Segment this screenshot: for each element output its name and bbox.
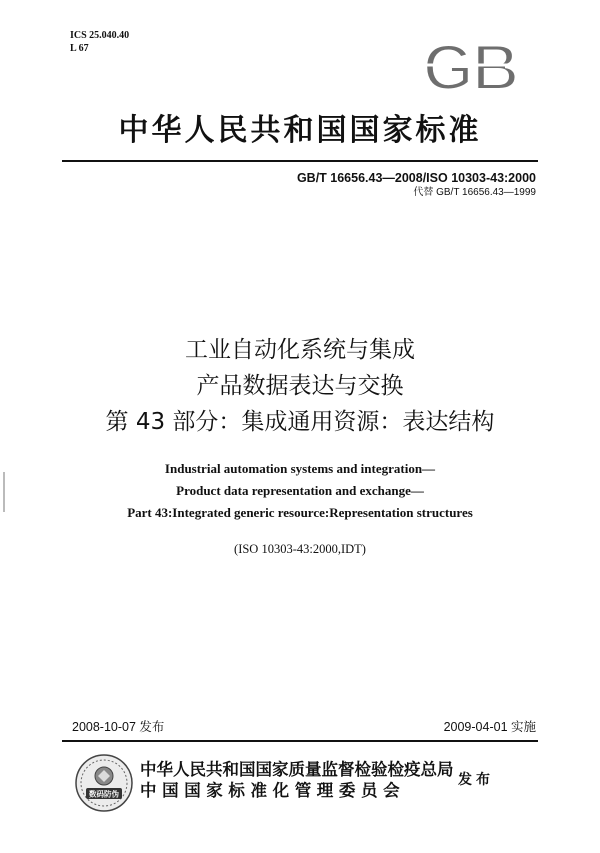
iso-reference: (ISO 10303-43:2000,IDT) (234, 542, 366, 556)
classification-code: L 67 (70, 43, 89, 54)
title-en-line-1: Industrial automation systems and integration— (164, 461, 436, 476)
replaces-note: 代替 GB/T 16656.43—1999 (413, 187, 536, 198)
anti-counterfeit-seal-icon (74, 753, 134, 813)
seal-text: 数码防伪 (89, 789, 119, 799)
title-cn-line-3: 第 43 部分：集成通用资源：表达结构 (105, 409, 495, 435)
title-cn-line-1: 工业自动化系统与集成 (185, 337, 415, 363)
publish-label: 发布 (458, 772, 494, 788)
issue-date: 2008-10-07 发布 (72, 720, 165, 734)
standard-category-title: 中华人民共和国国家标准 (118, 113, 482, 148)
gb-logo-text: GB (422, 34, 518, 96)
ics-code: ICS 25.040.40 (70, 30, 130, 41)
standard-number: GB/T 16656.43—2008/ISO 10303-43:2000 (296, 171, 536, 185)
top-divider (62, 160, 538, 162)
title-en-line-3: Part 43:Integrated generic resource:Representation structures (127, 505, 473, 520)
implementation-date: 2009-04-01 实施 (443, 720, 536, 734)
issuer-line-1: 中华人民共和国国家质量监督检验检疫总局 (140, 760, 454, 779)
bottom-divider (62, 740, 538, 742)
gb-logo (408, 34, 532, 96)
scan-margin-mark (3, 472, 5, 512)
title-en-line-2: Product data representation and exchange— (176, 483, 424, 498)
issuer-line-2: 中国国家标准化管理委员会 (140, 781, 406, 800)
title-cn-line-2: 产品数据表达与交换 (196, 373, 404, 399)
